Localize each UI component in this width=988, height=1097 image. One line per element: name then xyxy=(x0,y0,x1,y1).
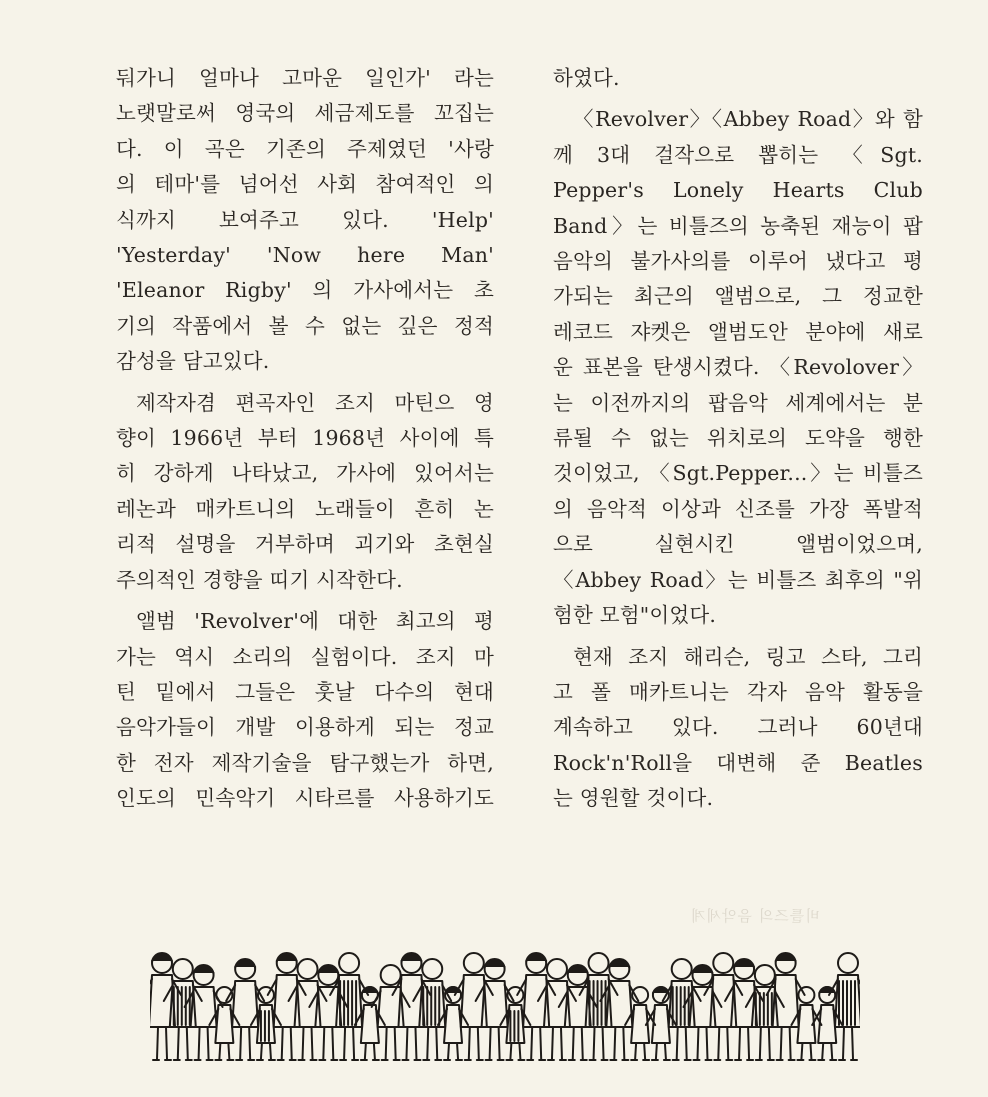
text-line: 앨범 'Revolver'에 대한 최고의 평 xyxy=(136,609,494,634)
text-line: 운 표본을 탄생시켰다. 〈Revolover〉 xyxy=(553,355,923,380)
paragraph xyxy=(553,102,923,633)
text-line: 〈Abbey Road〉는 비틀즈 최후의 "위 xyxy=(553,567,923,592)
text-line: 기의 작품에서 볼 수 없는 깊은 정적 xyxy=(116,313,494,338)
left-text-column xyxy=(116,61,494,817)
text-line: 현재 조지 해리슨, 링고 스타, 그리 xyxy=(573,644,923,669)
text-line: 감성을 담고있다. xyxy=(116,349,270,374)
text-line: 의 테마'를 넘어선 사회 참여적인 의 xyxy=(116,172,494,197)
paragraph xyxy=(116,604,494,816)
text-line: 고 폴 매카트니는 각자 음악 활동을 xyxy=(553,679,923,704)
text-line: 주의적인 경향을 띠기 시작한다. xyxy=(116,567,403,592)
text-line: 노랫말로써 영국의 세금제도를 꼬집는 xyxy=(116,101,494,126)
right-text-column xyxy=(553,61,923,817)
text-line: 둬가니 얼마나 고마운 일인가' 라는 xyxy=(116,66,494,90)
text-line: 〈Revolver〉〈Abbey Road〉와 함 xyxy=(573,107,923,132)
text-line: 음악의 불가사의를 이루어 냈다고 평 xyxy=(553,249,923,274)
text-line: 히 강하게 나타났고, 가사에 있어서는 xyxy=(116,461,494,486)
text-line: 틴 밑에서 그들은 훗날 다수의 현대 xyxy=(116,679,494,704)
text-line: 께 3대 걸작으로 뽑히는 〈Sgt. xyxy=(553,142,923,167)
text-line: Pepper's Lonely Hearts Club xyxy=(553,178,923,203)
show-through-text: 비틀즈의 음악세계 xyxy=(690,907,820,925)
text-line: 하였다. xyxy=(553,66,620,90)
paragraph xyxy=(116,386,494,598)
text-line: 레논과 매카트니의 노래들이 흔히 논 xyxy=(116,496,494,521)
text-line: 인도의 민속악기 시타르를 사용하기도 xyxy=(116,786,494,811)
text-line: 한 전자 제작기술을 탐구했는가 하면, xyxy=(116,750,494,775)
text-line: 제작자겸 편곡자인 조지 마틴으 영 xyxy=(136,390,494,415)
text-line: 는 영원할 것이다. xyxy=(553,786,714,811)
text-line: 음악가들이 개발 이용하게 되는 정교 xyxy=(116,715,494,740)
text-line: Band〉는 비틀즈의 농축된 재능이 팝 xyxy=(553,213,923,238)
text-line: 식까지 보여주고 있다. 'Help' xyxy=(116,207,494,232)
text-line: 으로 실현시킨 앨범이었으며, xyxy=(553,532,923,557)
text-line: 계속하고 있다. 그러나 60년대 xyxy=(553,715,923,740)
text-line: Rock'n'Roll을 대변해 준 Beatles xyxy=(553,750,923,775)
text-line: 험한 모험"이었다. xyxy=(553,603,717,628)
text-line: 'Eleanor Rigby' 의 가사에서는 초 xyxy=(116,278,494,303)
text-line: 다. 이 곡은 기존의 주제였던 '사랑 xyxy=(116,136,494,161)
text-line: 류될 수 없는 위치로의 도약을 행한 xyxy=(553,426,923,451)
paragraph xyxy=(116,61,494,380)
text-line: 'Yesterday' 'Now here Man' xyxy=(116,243,494,268)
text-line: 가는 역시 소리의 실험이다. 조지 마 xyxy=(116,644,494,669)
crowd-of-people-illustration xyxy=(150,935,860,1065)
paragraph xyxy=(553,640,923,817)
text-line: 향이 1966년 부터 1968년 사이에 특 xyxy=(116,426,494,451)
paragraph xyxy=(553,61,923,96)
text-line: 의 음악적 이상과 신조를 가장 폭발적 xyxy=(553,496,923,521)
text-line: 레코드 쟈켓은 앨범도안 분야에 새로 xyxy=(553,319,923,344)
text-line: 는 이전까지의 팝음악 세계에서는 분 xyxy=(553,390,923,415)
text-line: 가되는 최근의 앨범으로, 그 정교한 xyxy=(553,284,923,309)
text-line: 것이었고, 〈Sgt.Pepper...〉는 비틀즈 xyxy=(553,461,923,486)
text-line: 리적 설명을 거부하며 괴기와 초현실 xyxy=(116,532,494,557)
